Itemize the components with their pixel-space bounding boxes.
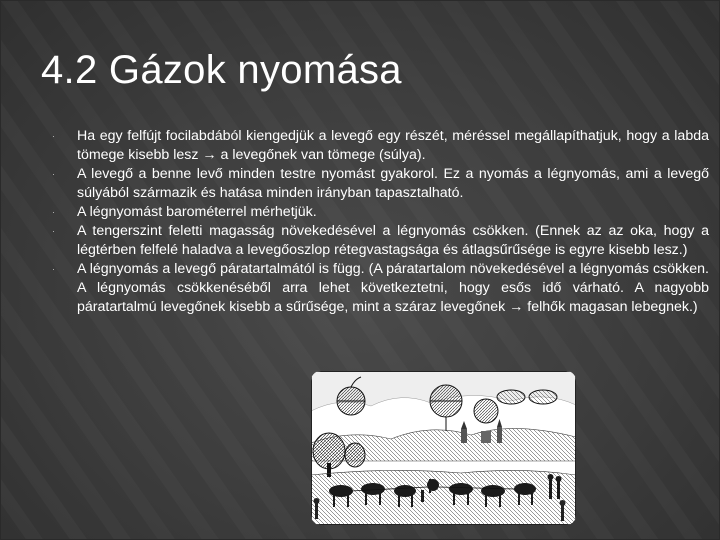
bullet-text: A levegő a benne levő minden testre nyomást gyakorol. Ez a nyomás a légnyomás, ami a levegő súlyából származik és hatása minden irányban tapasztalható.	[77, 166, 709, 201]
bullet-text: A légnyomást barométerrel mérhetjük.	[77, 204, 317, 220]
bullet-text: A tengerszint feletti magasság növekedésével a légnyomás csökken. (Ennek az az oka, hogy a légtérben felfelé haladva a levegőoszlop rétegvastagsága és átlagsűrűsége is egyre kisebb lesz.)	[77, 223, 709, 258]
bullet-item	[52, 203, 709, 222]
bullet-text: A légnyomás a levegő páratartalmától is függ. (A páratartalom növekedésével a légnyomás csökken. A légnyomás csökkenéséből arra lehet következtetni, hogy esős idő várható. A nagyobb páratartalmú levegőnek kisebb a sűrűsége, mint a száraz levegőnek → felhők magasan lebegnek.)	[77, 261, 709, 315]
magdeburg-hemispheres-engraving-image	[311, 371, 576, 525]
bullet-marker-icon: ·	[52, 207, 55, 217]
bullet-marker-icon: ·	[52, 169, 55, 179]
bullet-item	[52, 260, 709, 317]
slide-title: 4.2 Gázok nyomása	[41, 48, 402, 92]
bullet-text: Ha egy felfújt focilabdából kiengedjük a levegő egy részét, méréssel megállapíthatjuk, hogy a labda tömege kisebb lesz → a levegőnek van tömege (súlya).	[77, 128, 709, 163]
bullet-list	[52, 127, 709, 317]
bullet-item	[52, 165, 709, 203]
bullet-marker-icon: ·	[52, 264, 55, 274]
bullet-item	[52, 222, 709, 260]
bullet-marker-icon: ·	[52, 226, 55, 236]
bullet-item	[52, 127, 709, 165]
bullet-marker-icon: ·	[52, 131, 55, 141]
